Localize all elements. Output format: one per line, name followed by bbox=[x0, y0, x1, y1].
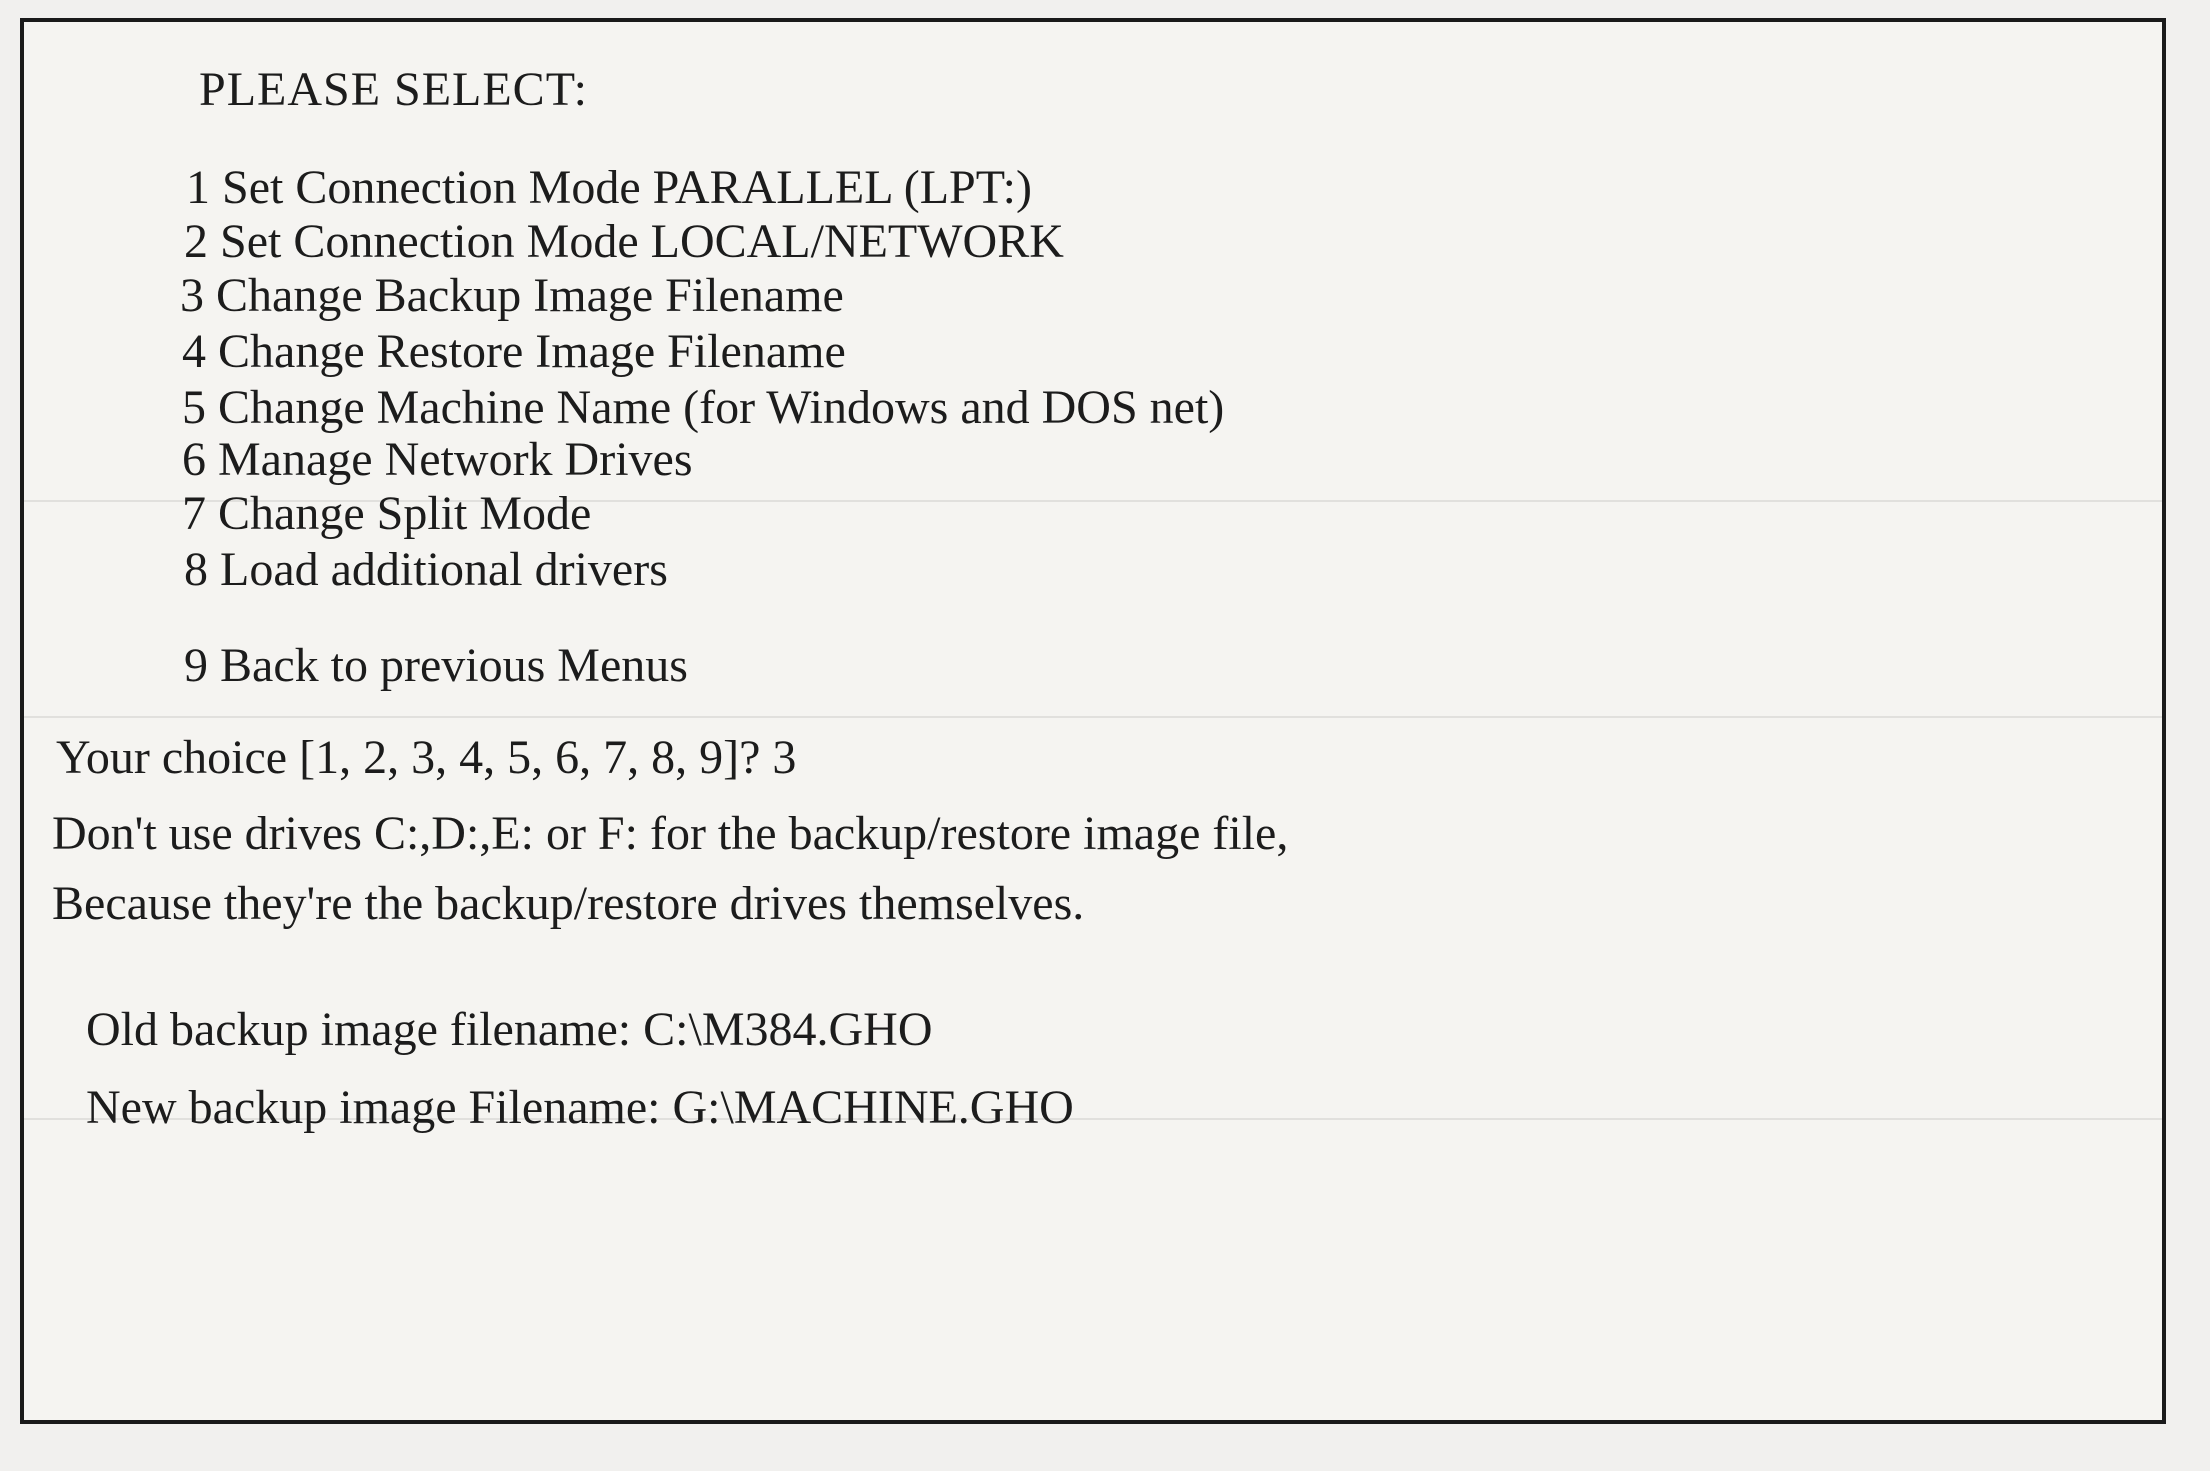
warning-line-1: Don't use drives C:,D:,E: or F: for the backup/restore image file, bbox=[52, 807, 1289, 860]
menu-item-3: 3 Change Backup Image Filename bbox=[180, 269, 844, 322]
warning-line-2: Because they're the backup/restore drives themselves. bbox=[52, 877, 1085, 930]
old-filename-line: Old backup image filename: C:\M384.GHO bbox=[86, 1003, 933, 1056]
menu-item-5: 5 Change Machine Name (for Windows and DOS net) bbox=[182, 381, 1225, 434]
new-filename-line: New backup image Filename: G:\MACHINE.GHO bbox=[86, 1081, 1074, 1134]
document-frame bbox=[20, 18, 2166, 1424]
menu-item-2: 2 Set Connection Mode LOCAL/NETWORK bbox=[184, 215, 1064, 268]
menu-item-7: 7 Change Split Mode bbox=[182, 487, 592, 540]
menu-item-1: 1 Set Connection Mode PARALLEL (LPT:) bbox=[186, 161, 1032, 214]
menu-item-9: 9 Back to previous Menus bbox=[184, 639, 688, 692]
menu-item-6: 6 Manage Network Drives bbox=[182, 433, 693, 486]
choice-prompt: Your choice [1, 2, 3, 4, 5, 6, 7, 8, 9]? 3 bbox=[56, 731, 797, 784]
bleed-rule-middle bbox=[24, 716, 2162, 718]
menu-item-4: 4 Change Restore Image Filename bbox=[182, 325, 846, 378]
page-heading: PLEASE SELECT: bbox=[199, 63, 588, 116]
menu-item-8: 8 Load additional drivers bbox=[184, 543, 668, 596]
